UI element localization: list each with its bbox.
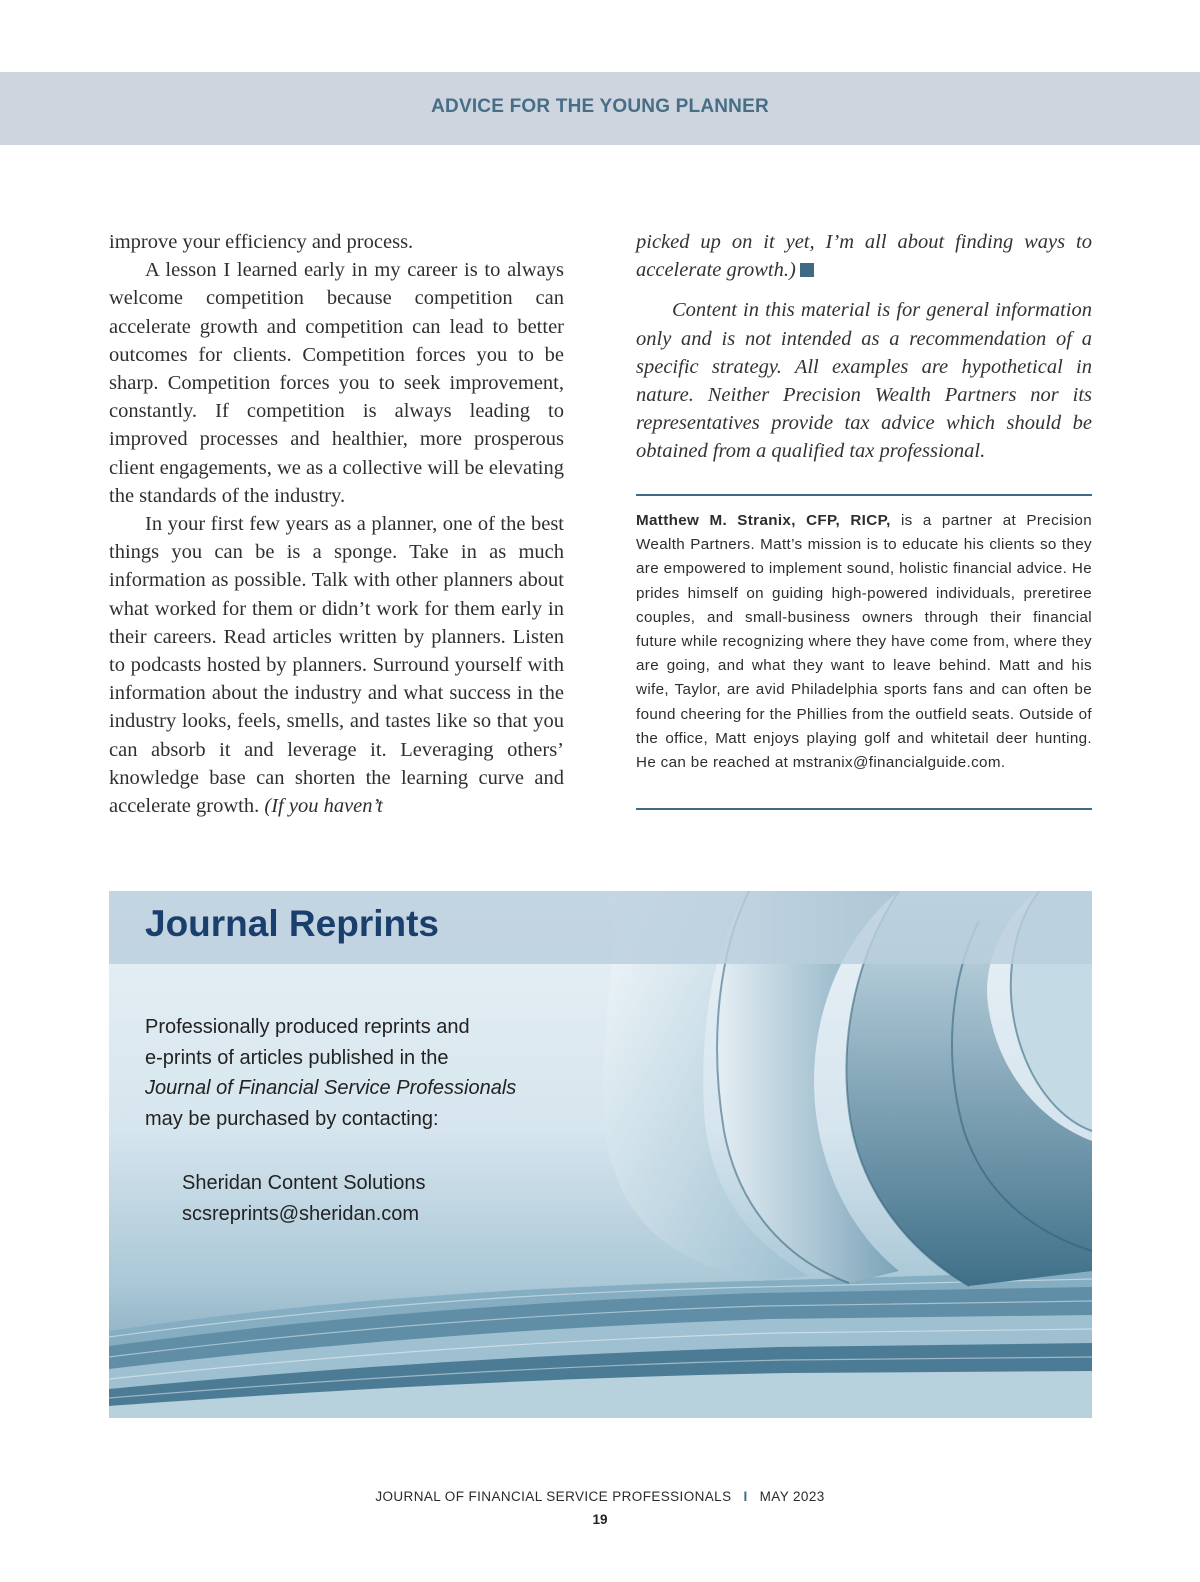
promo-line: e-prints of articles published in the bbox=[145, 1046, 449, 1069]
page-footer bbox=[0, 1489, 1200, 1504]
promo-contact bbox=[182, 1168, 426, 1229]
promo-journal-name-text: Journal of Financial Service Professionals bbox=[145, 1077, 517, 1099]
article-aside-italic: (If you haven’t bbox=[264, 795, 383, 818]
section-title: ADVICE FOR THE YOUNG PLANNER bbox=[431, 96, 769, 117]
article-left-column bbox=[109, 228, 564, 820]
end-of-article-square-icon bbox=[800, 263, 814, 277]
bio-bottom-rule bbox=[636, 808, 1092, 810]
promo-title: Journal Reprints bbox=[145, 903, 439, 944]
open-book-pages-image bbox=[109, 891, 1092, 1418]
page-number: 19 bbox=[592, 1512, 608, 1527]
article-paragraph-text: In your first few years as a planner, one of the best things you can be is a sponge. Take in as much information as possible. Talk with other planners about what worked for them or didn’t work for them early in their careers. Read articles written by planners. Listen to podcasts hosted by planners. Surround yourself with information about the industry and what success in the industry looks, feels, smells, and tastes like so that you can absorb it and leverage it. Leveraging others’ knowledge base can shorten the learning curve and accelerate growth. bbox=[109, 513, 564, 818]
author-bio-text: is a partner at Precision Wealth Partners. Matt’s mission is to educate his clients so they are empowered to implement sound, holistic financial advice. He prides himself on guiding high-powered individuals, preretiree couples, and small-business owners through their financial future while recognizing where they have come from, where they are going, and what they want to leave behind. Matt and his wife, Taylor, are avid Philadelphia sports fans and can often be found cheering for the Phillies from the outfield seats. Outside of the office, Matt enjoys playing golf and whitetail deer hunting. He can be reached at mstranix@financialguide.com. bbox=[636, 512, 1093, 772]
disclaimer-text: Content in this material is for general information only and is not intended as a recommendation of a specific strategy. All examples are hypothetical in nature. Neither Precision Wealth Partners nor its representatives provide tax advice which should be obtained from a qualified tax professional. bbox=[636, 299, 1092, 463]
contact-name: Sheridan Content Solutions bbox=[182, 1172, 426, 1194]
journal-reprints-ad bbox=[109, 891, 1092, 1418]
bio-top-rule bbox=[636, 494, 1092, 496]
footer-date: MAY 2023 bbox=[759, 1489, 825, 1504]
author-name: Matthew M. Stranix, CFP, RICP, bbox=[636, 512, 891, 529]
promo-line: Professionally produced reprints and bbox=[145, 1016, 470, 1038]
contact-email[interactable]: scsreprints@sheridan.com bbox=[182, 1202, 420, 1225]
article-paragraph: improve your efficiency and process. bbox=[109, 231, 414, 253]
article-paragraph bbox=[109, 510, 564, 820]
footer-journal-name: JOURNAL OF FINANCIAL SERVICE PROFESSIONALS bbox=[375, 1489, 732, 1504]
article-right-column bbox=[636, 228, 1092, 466]
author-bio bbox=[636, 509, 1092, 775]
promo-body bbox=[145, 1012, 585, 1134]
article-continuation-text: picked up on it yet, I’m all about finding ways to accelerate growth.) bbox=[636, 231, 1092, 282]
article-paragraph: A lesson I learned early in my career is to always welcome competition because competition can accelerate growth and competition can lead to better outcomes for clients. Competition forces you to be sharp. Competition forces you to seek improvement, constantly. If competition is always leading to improved processes and healthier, more prosperous client engagements, we as a collective will be elevating the standards of the industry. bbox=[109, 259, 564, 507]
article-continuation bbox=[636, 228, 1092, 284]
promo-journal-name bbox=[145, 1073, 585, 1104]
promo-line: may be purchased by contacting: bbox=[145, 1107, 439, 1130]
footer-separator: I bbox=[743, 1489, 748, 1504]
